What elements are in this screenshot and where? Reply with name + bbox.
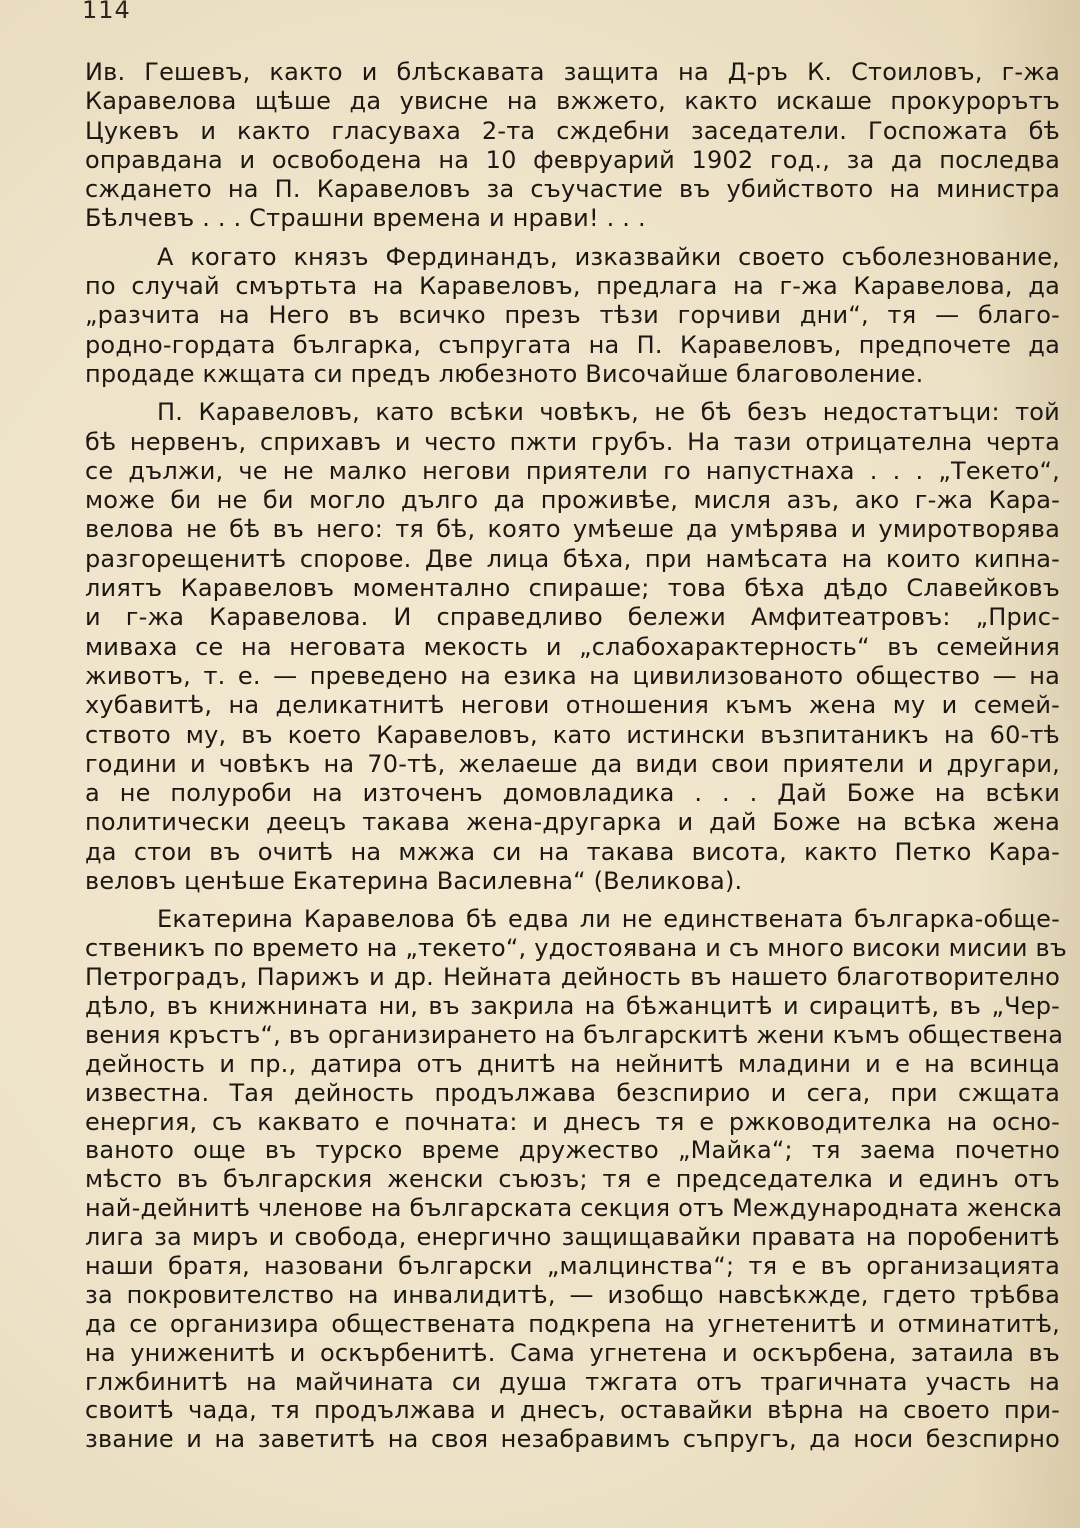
text-line: да стои въ очитѣ на мжжа си на такава висота, както Петко Кара-: [85, 837, 1060, 866]
text-line: ственикъ по времето на „текето“, удостоявана и съ много високи мисии въ: [85, 934, 1068, 963]
text-line: енергия, съ каквато е почната: и днесъ тя е ржководителка на осно-: [85, 1107, 1060, 1136]
text-line: Екатерина Каравелова бѣ едва ли не единствената българка-обще-: [157, 905, 1060, 934]
text-line: продаде кжщата си предъ любезното Височайше благоволение.: [85, 359, 924, 388]
text-line: се дължи, че не малко негови приятели го напустнаха . . . „Текето“,: [85, 456, 1060, 485]
body-text: [85, 58, 1068, 1463]
text-line: по случай смъртьта на Каравеловъ, предлага на г-жа Каравелова, да: [85, 272, 1060, 301]
text-line: А когато князъ Фердинандъ, изказвайки своето съболезнование,: [157, 242, 1060, 271]
text-line: глжбинитѣ на майчината си душа тжгата отъ трагичната участь на: [85, 1367, 1060, 1396]
text-line: оправдана и освободена на 10 февруарий 1902 год., за да последва: [85, 145, 1060, 174]
text-line: мѣсто въ българския женски съюзъ; тя е председателка и единъ отъ: [85, 1165, 1060, 1194]
text-line: велова не бѣ въ него: тя бѣ, която умѣеше да умѣрява и умиротворява: [85, 515, 1060, 544]
text-line: сждането на П. Каравеловъ за съучастие въ убийството на министра: [85, 175, 1060, 204]
text-line: Каравелова щѣше да увисне на вжжето, както искаше прокурорътъ: [85, 87, 1060, 116]
text-line: животъ, т. е. — преведено на езика на цивилизованото общество — на: [85, 661, 1060, 690]
text-line: години и човѣкъ на 70-тѣ, желаеше да види свои приятели и другари,: [85, 749, 1060, 778]
text-line: разгорещенитѣ спорове. Две лица бѣха, при намѣсата на които кипна-: [85, 544, 1060, 573]
text-line: дѣло, въ книжнината ни, въ закрила на бѣжанцитѣ и сирацитѣ, въ „Чер-: [85, 991, 1060, 1020]
text-line: най-дейнитѣ членове на българската секция отъ Международната женска: [85, 1194, 1063, 1223]
text-line: родно-гордата българка, съпругата на П. Каравеловъ, предпочете да: [85, 330, 1060, 359]
text-line: своитѣ чада, тя продължава и днесъ, оставайки вѣрна на своето при-: [85, 1396, 1060, 1425]
text-line: Петроградъ, Парижъ и др. Нейната дейность въ нашето благотворително: [85, 963, 1060, 992]
text-line: „разчита на Него въ всичко презъ тѣзи горчиви дни“, тя — благо-: [85, 301, 1060, 330]
paragraph-1: [85, 58, 1060, 234]
text-line: Бѣлчевъ . . . Страшни времена и нрави! . . .: [85, 204, 646, 233]
text-line: и г-жа Каравелова. И справедливо бележи Амфитеатровъ: „Прис-: [85, 603, 1060, 632]
paragraph-2: [85, 243, 1060, 389]
text-line: политически деецъ такава жена-другарка и дай Боже на всѣка жена: [85, 808, 1060, 837]
text-line: хубавитѣ, на деликатнитѣ негови отношения къмъ жена му и семей-: [85, 691, 1060, 720]
text-line: ството му, въ което Каравеловъ, като истински възпитаникъ на 60-тѣ: [85, 720, 1060, 749]
text-line: да се организира обществената подкрепа на угнетенитѣ и отминатитѣ,: [85, 1309, 1060, 1338]
text-line: лиятъ Каравеловъ моментално спираше; това бѣха дѣдо Славейковъ: [85, 574, 1060, 603]
paragraph-4: [85, 905, 1068, 1454]
text-line: за покровителство на инвалидитѣ, — изобщо навсѣкжде, гдето трѣбва: [85, 1280, 1060, 1309]
text-line: наши братя, назовани български „малцинства“; тя е въ организацията: [85, 1252, 1060, 1280]
text-line: Цукевъ и както гласуваха 2-та сждебни заседатели. Госпожата бѣ: [85, 116, 1060, 145]
text-line: миваха се на неговата мекость и „слабохарактерность“ въ семейния: [85, 632, 1060, 661]
text-line: а не полуроби на източенъ домовладика . . . Дай Боже на всѣки: [85, 779, 1060, 808]
text-line: лига за миръ и свобода, енергично защищавайки правата на поробенитѣ: [85, 1223, 1060, 1252]
text-line: Ив. Гешевъ, както и блѣскавата защита на Д-ръ К. Стоиловъ, г-жа: [85, 58, 1060, 86]
text-line: известна. Тая дейность продължава безспирио и сега, при сжщата: [85, 1078, 1060, 1107]
text-line: бѣ нервенъ, сприхавъ и често пжти грубъ. На тази отрицателна черта: [85, 427, 1060, 456]
text-line: на униженитѣ и оскърбенитѣ. Сама угнетена и оскърбена, затаила въ: [85, 1338, 1060, 1367]
text-line: дейность и пр., датира отъ днитѣ на нейнитѣ младини и е на всинца: [85, 1049, 1060, 1078]
text-line: звание и на заветитѣ на своя незабравимъ съпругъ, да носи безспирно: [85, 1425, 1060, 1454]
page-number: 114: [82, 0, 131, 24]
text-line: ваното още въ турско време дружество „Майка“; тя заема почетно: [85, 1136, 1060, 1165]
text-line: може би не би могло дълго да проживѣе, мисля азъ, ако г-жа Кара-: [85, 486, 1060, 515]
text-line: вения кръстъ“, въ организирането на българскитѣ жени къмъ обществена: [85, 1020, 1064, 1049]
paragraph-3: [85, 398, 1060, 896]
text-line: веловъ ценѣше Екатерина Василевна“ (Великова).: [85, 867, 743, 896]
text-line: П. Каравеловъ, като всѣки човѣкъ, не бѣ безъ недостатъци: той: [157, 398, 1060, 427]
